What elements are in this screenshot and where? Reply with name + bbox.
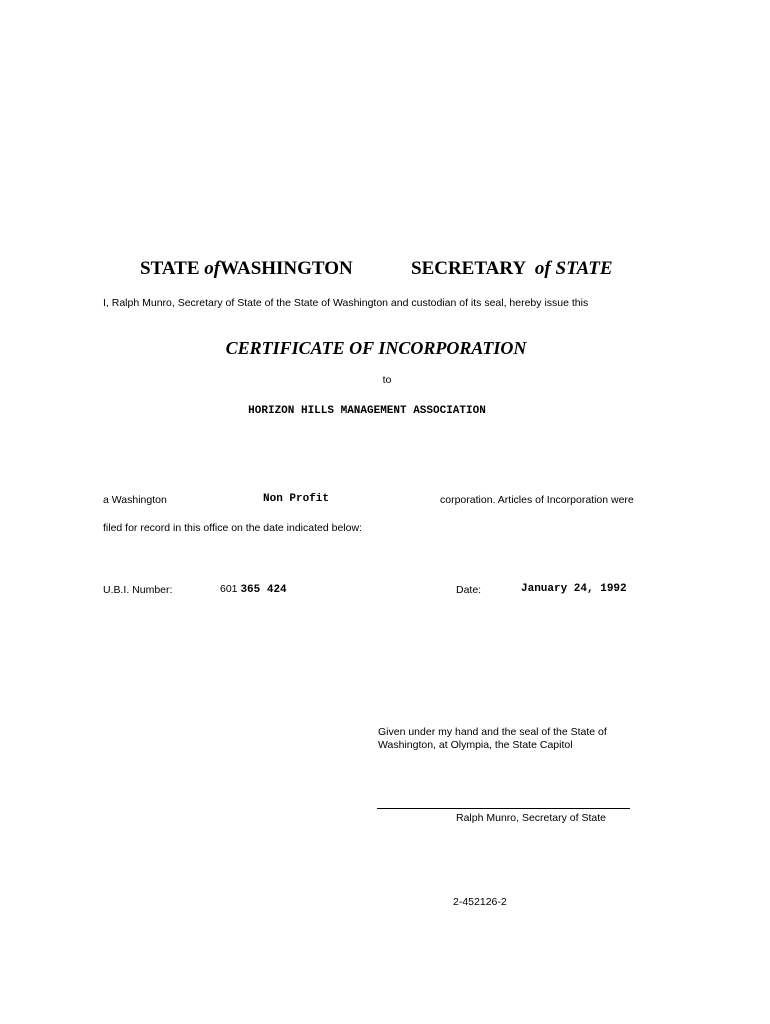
ubi-label: U.B.I. Number: bbox=[103, 584, 173, 596]
to-word: to bbox=[382, 374, 392, 386]
given-statement bbox=[378, 726, 648, 752]
secretary-state: STATE bbox=[555, 258, 613, 279]
corporation-type: Non Profit bbox=[263, 493, 330, 505]
state-of: of bbox=[204, 258, 221, 279]
state-heading bbox=[140, 258, 353, 280]
filed-text: filed for record in this office on the date indicated below: bbox=[103, 522, 362, 534]
ubi-prefix: 601 bbox=[220, 583, 238, 595]
signer-name: Ralph Munro, Secretary of State bbox=[456, 812, 606, 824]
date-value: January 24, 1992 bbox=[521, 583, 627, 595]
state-name: WASHINGTON bbox=[220, 258, 353, 279]
given-line-2: Washington, at Olympia, the State Capitol bbox=[378, 739, 573, 751]
secretary-of: of bbox=[534, 258, 551, 279]
secretary-prefix: SECRETARY bbox=[411, 258, 526, 279]
corporation-suffix: corporation. Articles of Incorporation were bbox=[440, 494, 634, 506]
corporation-prefix: a Washington bbox=[103, 494, 167, 506]
ubi-number: 365 424 bbox=[240, 584, 287, 596]
state-prefix: STATE bbox=[140, 258, 200, 279]
date-label: Date: bbox=[456, 584, 482, 596]
given-line-1: Given under my hand and the seal of the State of bbox=[378, 726, 607, 738]
ubi-value bbox=[220, 583, 287, 596]
signature-line bbox=[377, 808, 630, 809]
secretary-heading bbox=[411, 258, 613, 280]
certificate-title: CERTIFICATE OF INCORPORATION bbox=[225, 338, 527, 358]
document-number: 2-452126-2 bbox=[453, 896, 507, 908]
intro-text: I, Ralph Munro, Secretary of State of the State of Washington and custodian of its seal, hereby issue this bbox=[103, 297, 589, 309]
organization-name: HORIZON HILLS MANAGEMENT ASSOCIATION bbox=[248, 405, 486, 417]
